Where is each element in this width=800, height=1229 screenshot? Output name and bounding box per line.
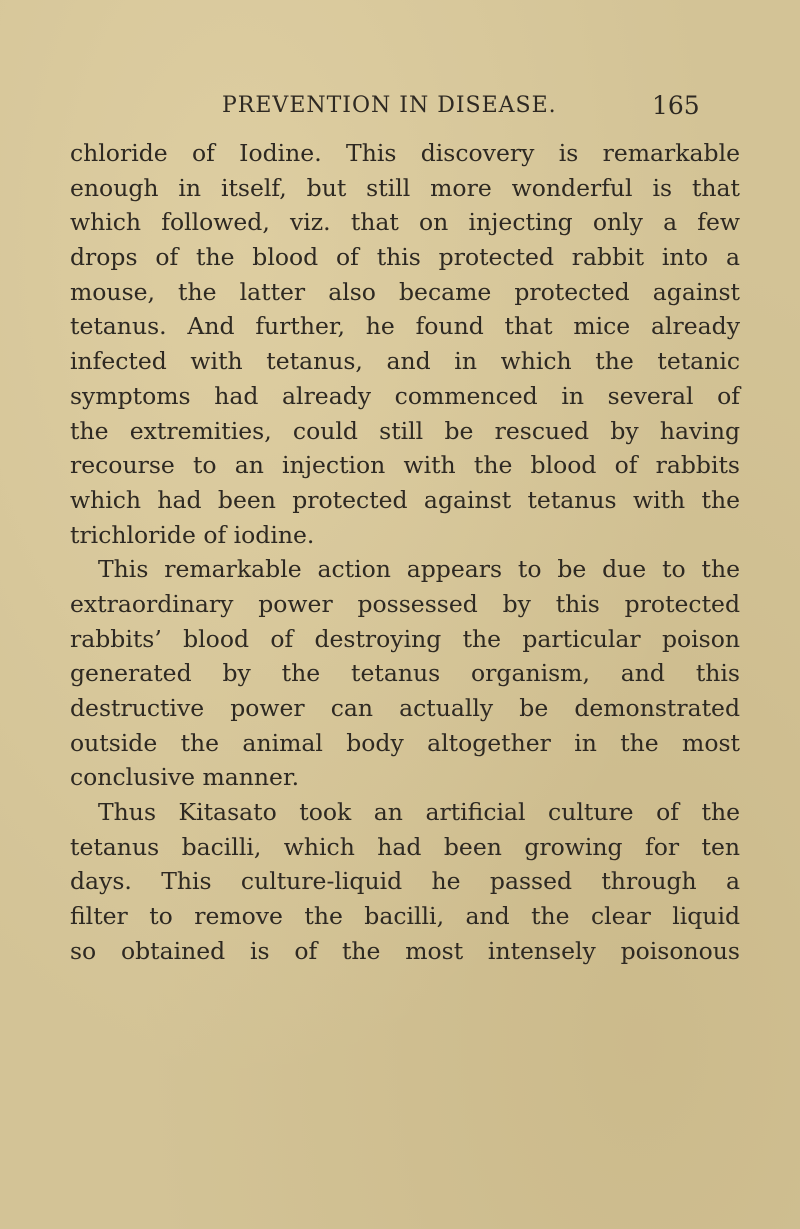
text-line: which followed, viz. that on injecting only a few: [70, 208, 740, 237]
text-line: This remarkable action appears to be due to the: [98, 555, 740, 584]
text-line: destructive power can actually be demonstrated: [70, 694, 740, 722]
text-line: symptoms had already commenced in several of: [70, 381, 740, 410]
text-line: outside the animal body altogether in the most: [70, 728, 740, 757]
text-line: enough in itself, but still more wonderful is that: [70, 173, 740, 202]
text-line: tetanus. And further, he found that mice already: [70, 312, 740, 341]
text-line: which had been protected against tetanus with the: [70, 485, 740, 514]
text-line: so obtained is of the most intensely poisonous: [70, 936, 740, 965]
text-line: mouse, the latter also became protected against: [70, 277, 740, 306]
text-line: tetanus bacilli, which had been growing for ten: [70, 832, 740, 861]
text-line: days. This culture-liquid he passed through a: [70, 867, 740, 896]
running-head: PREVENTION IN DISEASE.: [222, 93, 557, 118]
text-line: trichloride of iodine.: [70, 520, 315, 549]
text-line: drops of the blood of this protected rabbit into a: [70, 243, 740, 272]
text-line: chloride of Iodine. This discovery is remarkable: [70, 139, 740, 167]
text-line: generated by the tetanus organism, and this: [70, 659, 740, 688]
text-line: extraordinary power possessed by this protected: [70, 589, 740, 618]
text-line: conclusive manner.: [70, 763, 300, 792]
text-line: the extremities, could still be rescued by having: [70, 416, 740, 445]
body-text: [70, 136, 740, 969]
text-line: filter to remove the bacilli, and the clear liquid: [70, 902, 740, 931]
text-line: Thus Kitasato took an artificial culture of the: [98, 798, 740, 827]
page-number: 165: [652, 91, 700, 120]
text-line: infected with tetanus, and in which the tetanic: [70, 347, 740, 376]
text-line: rabbits’ blood of destroying the particular poison: [70, 624, 740, 653]
text-line: recourse to an injection with the blood of rabbits: [70, 451, 740, 480]
